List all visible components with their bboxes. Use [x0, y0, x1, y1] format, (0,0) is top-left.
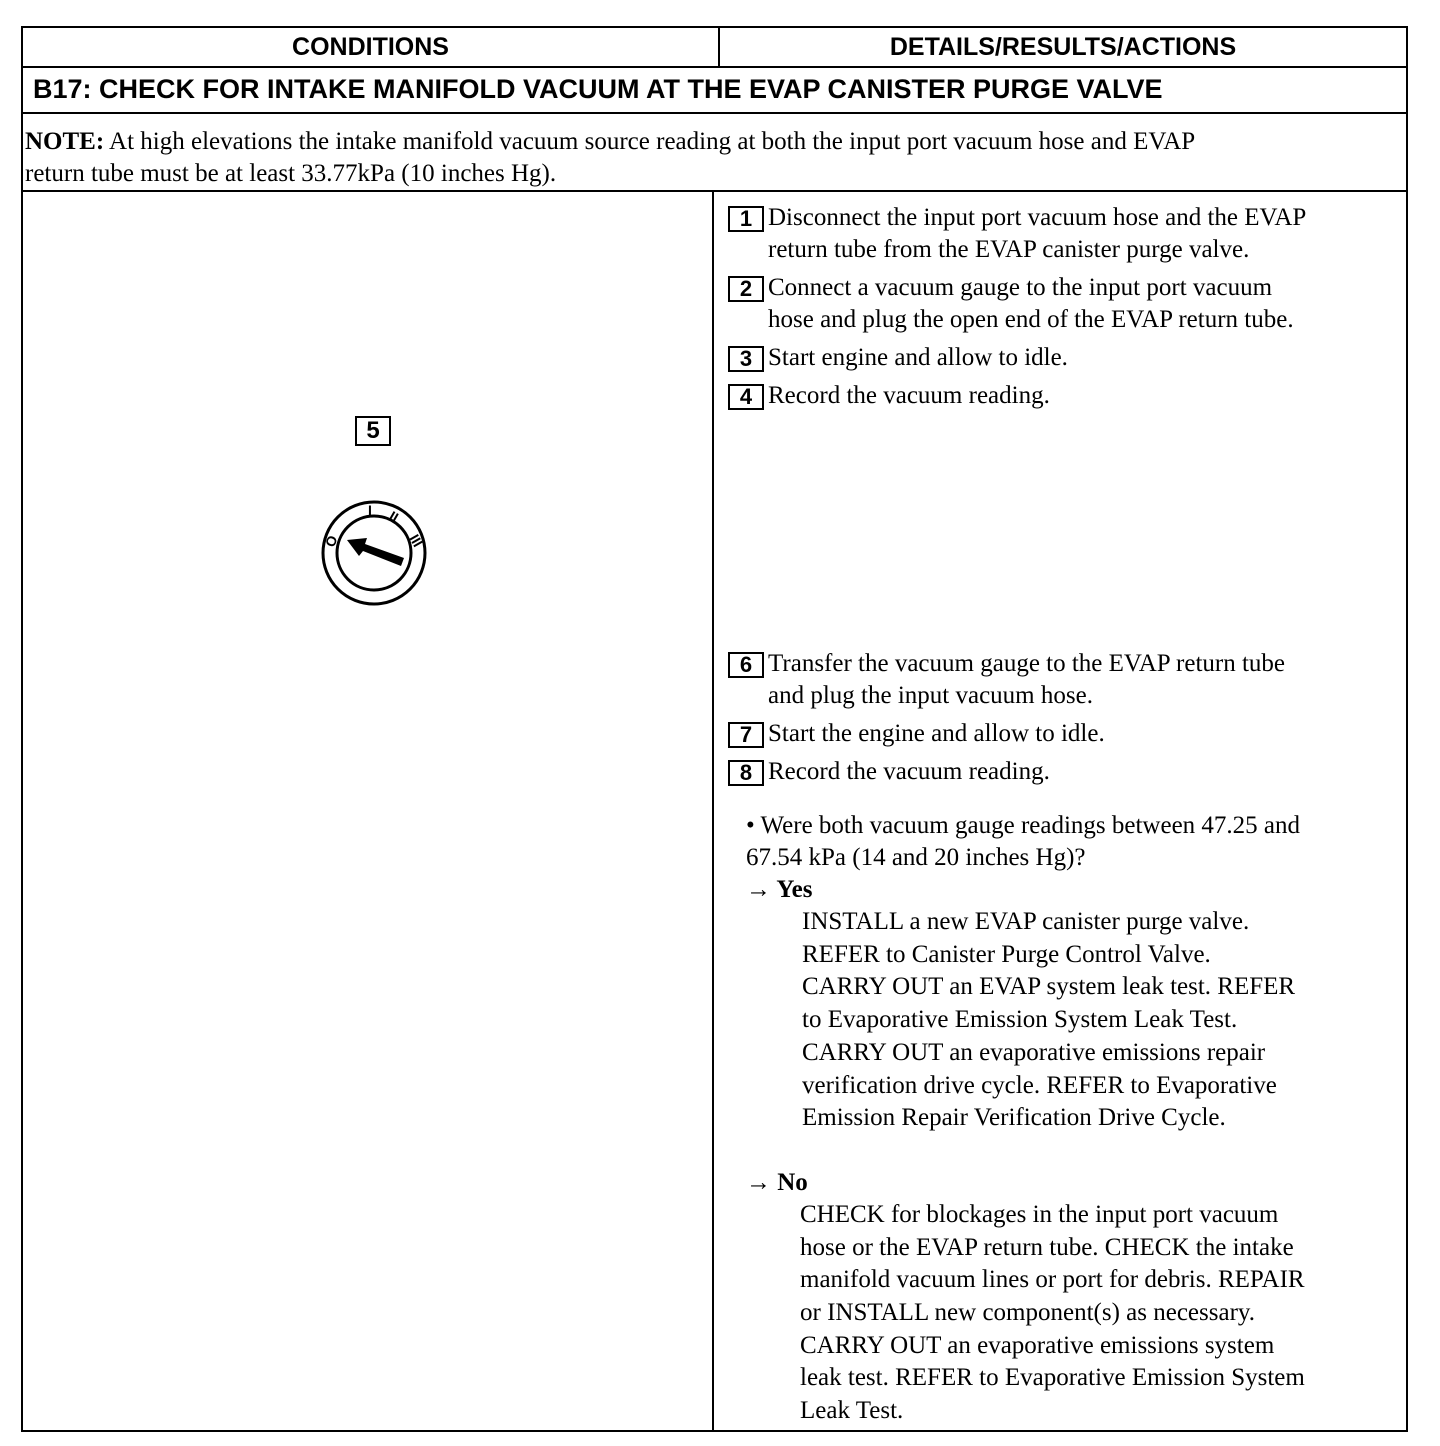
- yes-actions: [726, 906, 1406, 1135]
- yes-action-line: to Evaporative Emission System Leak Test.: [802, 1006, 1238, 1034]
- note-label: NOTE:: [25, 128, 105, 155]
- no-action-line: Leak Test.: [800, 1397, 904, 1425]
- diagnostic-table: [21, 26, 1408, 1432]
- step-4: [726, 380, 1406, 412]
- yes-label: → Yes: [746, 876, 813, 903]
- step-7: [726, 718, 1406, 750]
- no-action-line: manifold vacuum lines or port for debris. REPAIR: [800, 1266, 1305, 1294]
- step-text: Start engine and allow to idle.: [768, 344, 1068, 371]
- step-number: 4: [728, 384, 764, 410]
- step-2: [726, 272, 1406, 336]
- step-8: [726, 756, 1406, 788]
- no-label: → No: [746, 1168, 808, 1196]
- note-divider: [23, 190, 1406, 192]
- step-number: 3: [728, 346, 764, 372]
- step-text: Record the vacuum reading.: [768, 758, 1050, 785]
- step-text: return tube from the EVAP canister purge valve.: [768, 236, 1250, 263]
- no-action-line: CHECK for blockages in the input port vacuum: [800, 1200, 1279, 1228]
- yes-action-line: Emission Repair Verification Drive Cycle.: [802, 1104, 1226, 1132]
- note-text-2: return tube must be at least 33.77kPa (10 inches Hg).: [25, 160, 557, 187]
- step-text: Disconnect the input port vacuum hose and the EVAP: [768, 204, 1307, 231]
- step-text: Start the engine and allow to idle.: [768, 720, 1105, 747]
- no-action-line: leak test. REFER to Evaporative Emission System: [800, 1364, 1305, 1392]
- step-1: [726, 202, 1406, 266]
- no-action-line: or INSTALL new component(s) as necessary.: [800, 1299, 1256, 1327]
- question-line-2: 67.54 kPa (14 and 20 inches Hg)?: [746, 844, 1086, 871]
- details-header: DETAILS/RESULTS/ACTIONS: [889, 32, 1237, 61]
- no-action-line: hose or the EVAP return tube. CHECK the intake: [800, 1233, 1294, 1261]
- actions-column: [726, 198, 1406, 1428]
- position-label-2: II: [386, 507, 402, 526]
- question-line-1: • Were both vacuum gauge readings between 47.25 and: [746, 812, 1301, 839]
- no-actions: [726, 1199, 1406, 1428]
- position-label-0: O: [321, 533, 341, 550]
- note-text-1: At high elevations the intake manifold vacuum source reading at both the input port vacuum hose and EVAP: [104, 128, 1196, 155]
- step-3: [726, 342, 1406, 374]
- step-text: Record the vacuum reading.: [768, 382, 1050, 409]
- step-text: hose and plug the open end of the EVAP return tube.: [768, 306, 1294, 333]
- step-number: 1: [728, 206, 764, 232]
- position-label-1: I: [368, 502, 372, 518]
- no-action-line: CARRY OUT an evaporative emissions system: [800, 1331, 1275, 1359]
- step-number: 2: [728, 276, 764, 302]
- yes-action-line: verification drive cycle. REFER to Evaporative: [802, 1071, 1277, 1099]
- ignition-switch-icon: [309, 488, 439, 618]
- step-text: Connect a vacuum gauge to the input port vacuum: [768, 274, 1273, 301]
- position-label-3: III: [406, 531, 427, 550]
- yes-action-line: INSTALL a new EVAP canister purge valve.: [802, 908, 1250, 935]
- step-number: 8: [728, 760, 764, 786]
- test-title: B17: CHECK FOR INTAKE MANIFOLD VACUUM AT THE EVAP CANISTER PURGE VALVE: [33, 73, 1163, 104]
- column-divider: [712, 192, 714, 1430]
- step-6: [726, 648, 1406, 712]
- conditions-header: CONDITIONS: [23, 28, 720, 66]
- note: [25, 126, 1405, 190]
- yes-action-line: REFER to Canister Purge Control Valve.: [802, 940, 1211, 968]
- yes-action-line: CARRY OUT an evaporative emissions repair: [802, 1038, 1266, 1066]
- step-number: 6: [728, 652, 764, 678]
- step-text: and plug the input vacuum hose.: [768, 682, 1093, 709]
- step-text: Transfer the vacuum gauge to the EVAP return tube: [768, 650, 1286, 677]
- yes-action-line: CARRY OUT an EVAP system leak test. REFER: [802, 973, 1296, 1001]
- figure-step-label: 5: [355, 416, 391, 446]
- title-divider: [23, 112, 1406, 114]
- step-number: 7: [728, 722, 764, 748]
